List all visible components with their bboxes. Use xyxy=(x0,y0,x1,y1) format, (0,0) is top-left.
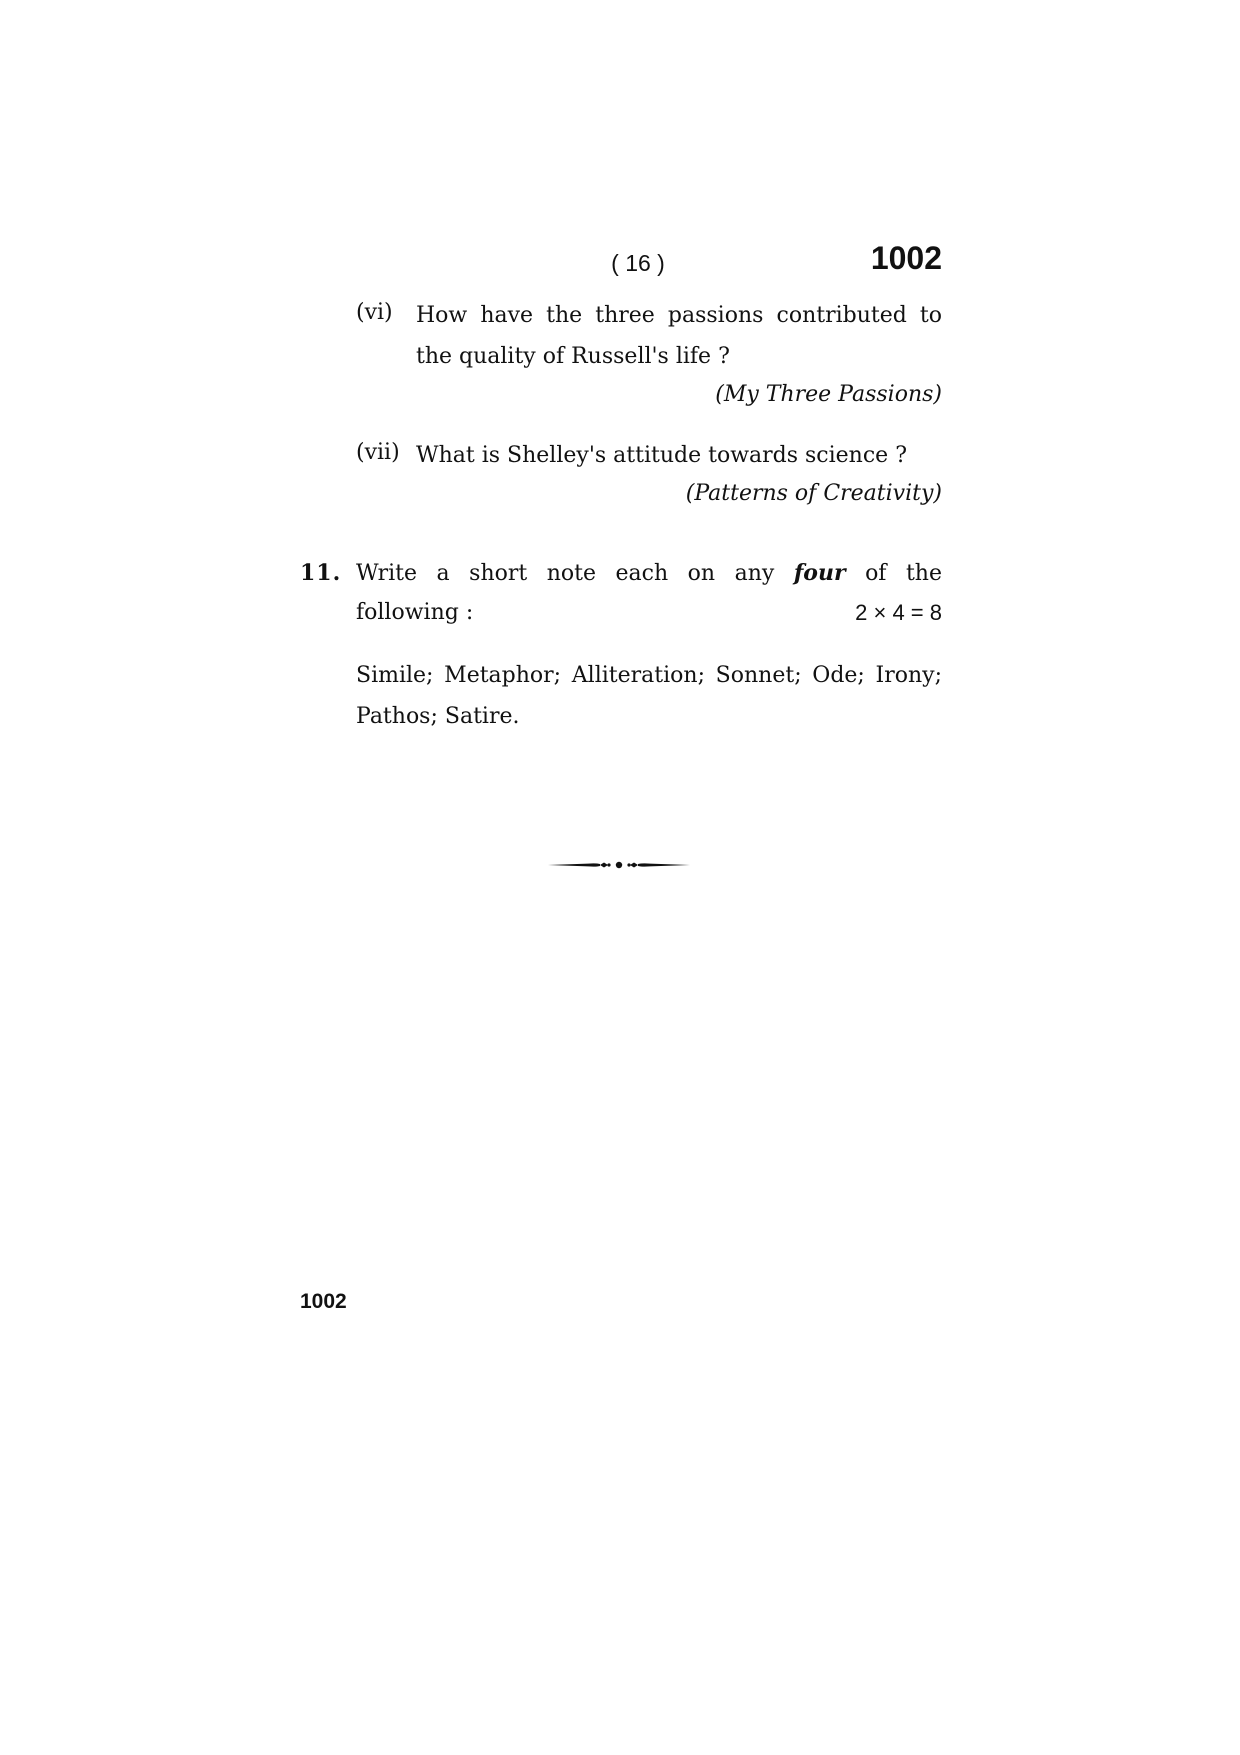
question-11-marks: 2 × 4 = 8 xyxy=(855,600,942,625)
question-number-11: 11. xyxy=(300,560,342,586)
subquestion-source-vi: (My Three Passions) xyxy=(715,382,942,407)
subquestion-source-vii: (Patterns of Creativity) xyxy=(685,481,942,506)
subquestion-text-vi: How have the three passions contributed to the quality of Russell's life ? xyxy=(416,303,942,369)
question-11-text-before: Write a short note each on any xyxy=(356,561,775,586)
paper-code-top: 1002 xyxy=(870,240,942,276)
subquestion-number-vi: (vi) xyxy=(356,300,393,325)
question-11-topics: Simile; Metaphor; Alliteration; Sonnet; Ode; Irony; Pathos; Satire. xyxy=(356,663,942,729)
question-11-emphasis: four xyxy=(793,560,846,586)
question-11-line-1 xyxy=(356,560,942,586)
end-ornament-icon xyxy=(548,858,690,872)
paper-code-bottom: 1002 xyxy=(300,1290,347,1313)
subquestion-text-vii: What is Shelley's attitude towards science ? xyxy=(416,443,907,468)
question-11-text-after: of the xyxy=(865,561,942,586)
page-number: ( 16 ) xyxy=(611,250,665,276)
subquestion-number-vii: (vii) xyxy=(356,440,400,465)
question-11-line-2: following : xyxy=(356,600,474,625)
